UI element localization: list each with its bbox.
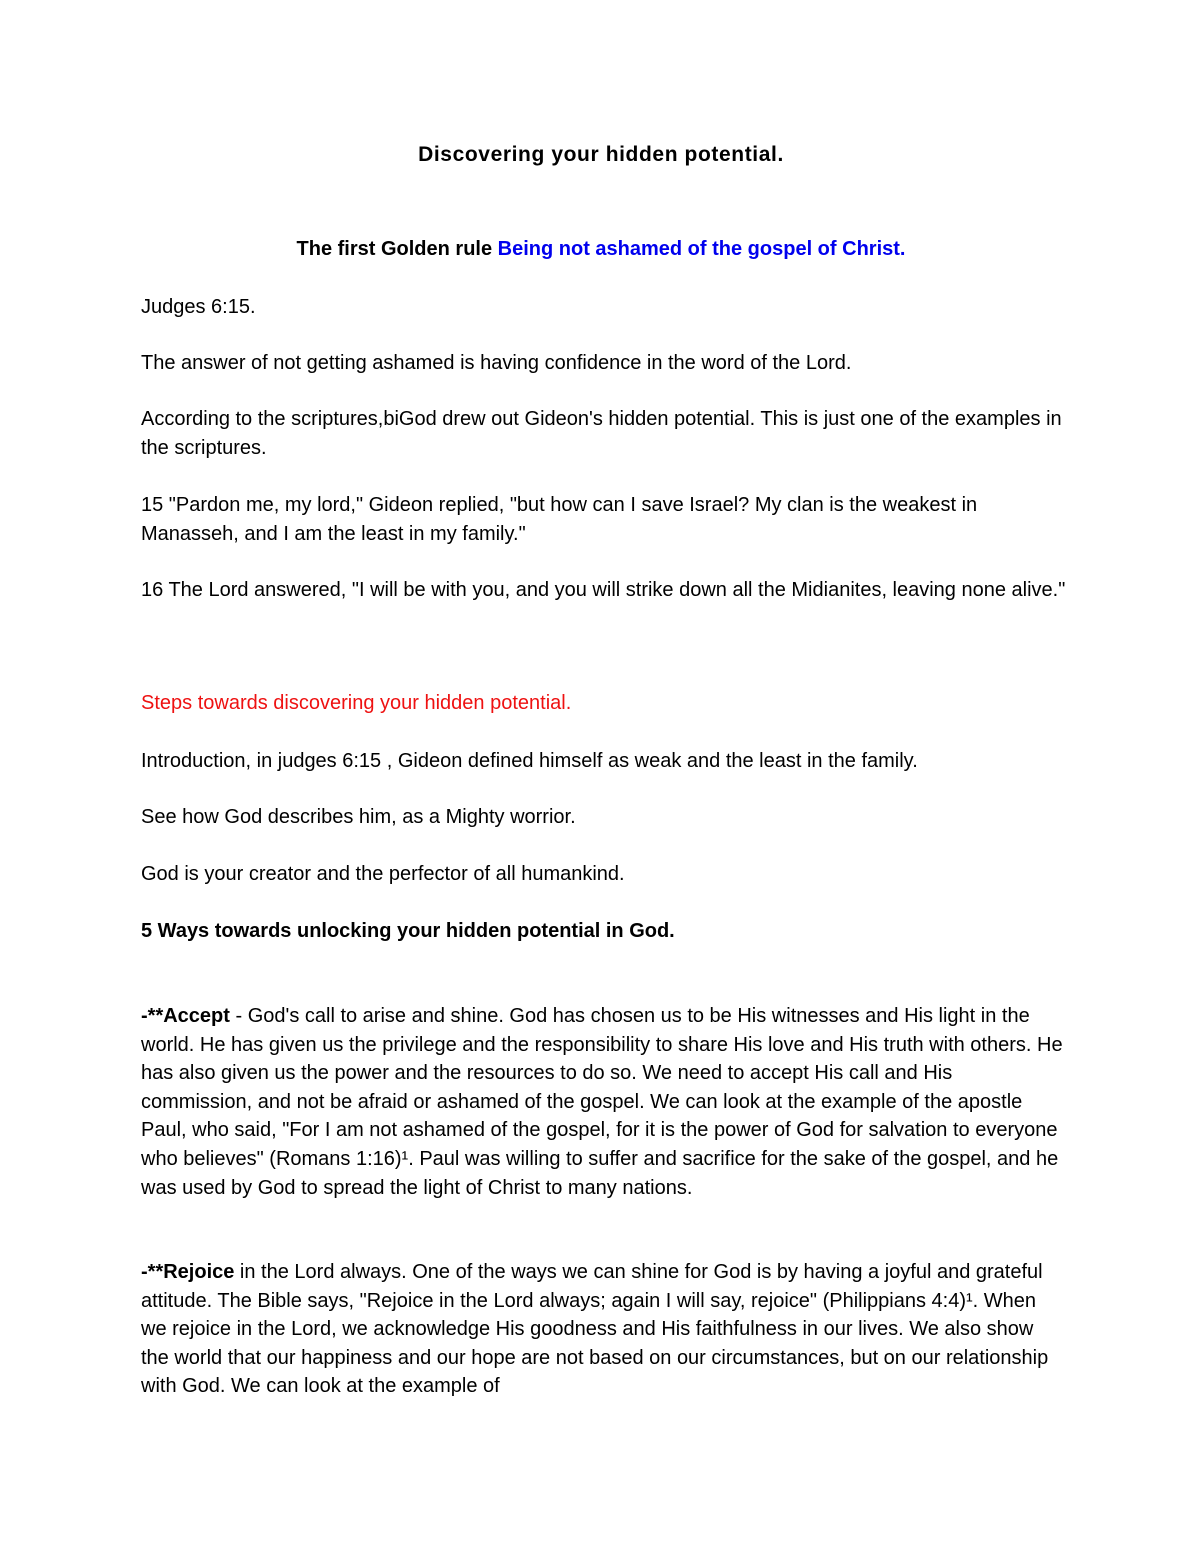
golden-rule-text: Being not ashamed of the gospel of Christ. bbox=[497, 238, 906, 260]
verse-16-paragraph: 16 The Lord answered, "I will be with you, and you will strike down all the Midianites, leaving none alive." bbox=[141, 579, 1066, 601]
accept-paragraph bbox=[141, 1002, 1066, 1202]
rejoice-paragraph bbox=[141, 1258, 1066, 1401]
rejoice-text: in the Lord always. One of the ways we can shine for God is by having a joyful and grateful attitude. The Bible says, "Rejoice in the Lord always; again I will say, rejoice" (Philippians 4:4)¹. When we rejoice in the Lord, we acknowledge His goodness and His faithfulness in our lives. We also show the world that our happiness and our hope are not based on our circumstances, but on our relationship with God. We can look at the example of bbox=[141, 1261, 1049, 1398]
scripture-reference: Judges 6:15. bbox=[141, 296, 256, 318]
accept-text: - God's call to arise and shine. God has chosen us to be His witnesses and His light in the world. He has given us the privilege and the responsibility to share His love and His truth with others. He has also given us the power and the resources to do so. We need to accept His call and His commission, and not be afraid or ashamed of the gospel. We can look at the example of the apostle Paul, who said, "For I am not ashamed of the gospel, for it is the power of God for salvation to everyone who believes" (Romans 1:16)¹. Paul was willing to suffer and sacrifice for the sake of the gospel, and he was used by God to spread the light of Christ to many nations. bbox=[141, 1005, 1063, 1199]
according-paragraph: According to the scriptures,biGod drew out Gideon's hidden potential. This is just one of the examples in the scriptures. bbox=[141, 408, 1062, 459]
golden-rule-heading bbox=[141, 235, 1061, 264]
document-title: Discovering your hidden potential. bbox=[418, 143, 784, 166]
introduction-paragraph: Introduction, in judges 6:15 , Gideon defined himself as weak and the least in the family. bbox=[141, 750, 918, 772]
ways-heading: 5 Ways towards unlocking your hidden potential in God. bbox=[141, 920, 675, 942]
accept-label: -**Accept bbox=[141, 1005, 230, 1027]
verse-15-paragraph: 15 "Pardon me, my lord," Gideon replied, "but how can I save Israel? My clan is the weakest in Manasseh, and I am the least in my family." bbox=[141, 494, 978, 545]
golden-rule-label: The first Golden rule bbox=[296, 238, 493, 260]
rejoice-label: -**Rejoice bbox=[141, 1261, 235, 1283]
creator-paragraph: God is your creator and the perfector of all humankind. bbox=[141, 863, 625, 885]
steps-heading: Steps towards discovering your hidden potential. bbox=[141, 692, 572, 714]
answer-paragraph: The answer of not getting ashamed is having confidence in the word of the Lord. bbox=[141, 352, 852, 374]
see-how-paragraph: See how God describes him, as a Mighty worrior. bbox=[141, 806, 576, 828]
